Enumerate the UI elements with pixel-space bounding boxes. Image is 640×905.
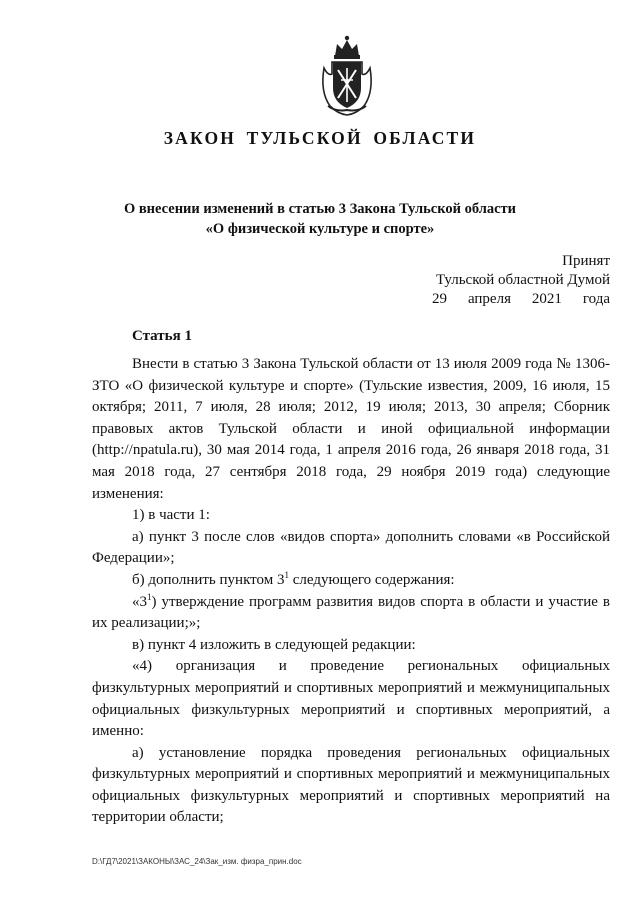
- item-1b-quote: «$3^1$) утверждение программ развития видов спорта в области и участие в их реализации;»;: [92, 591, 610, 632]
- point-4a-text: а) установление порядка проведения региональных официальных физкультурных мероприятий и спортивных мероприятий и межмуниципальных официальных физкультурных мероприятий и спортивных мероприятий на территории области;: [92, 744, 610, 826]
- point-4-text: «4) организация и проведение региональных официальных физкультурных мероприятий и спортивных мероприятий и межмуниципальных официальных физкультурных мероприятий и спортивных мероприятий, а именно:: [92, 658, 610, 740]
- law-subtitle: [0, 199, 640, 239]
- adoption-year-word: года: [582, 291, 610, 307]
- article-body: [92, 354, 610, 829]
- adoption-month: апреля: [467, 291, 511, 307]
- item-1a: а) пункт 3 после слов «видов спорта» дополнить словами «в Российской Федерации»;: [92, 528, 610, 567]
- item-1c: в) пункт 4 изложить в следующей редакции:: [132, 636, 416, 653]
- adoption-block: [432, 252, 610, 309]
- item-1b: б) дополнить пунктом $3^1$ следующего содержания:: [132, 569, 455, 588]
- adoption-line-1: Принят: [562, 253, 610, 269]
- adoption-line-2: Тульской областной Думой: [435, 272, 610, 288]
- adoption-date: [432, 290, 610, 309]
- subtitle-line-1: О внесении изменений в статью 3 Закона Тульской области: [123, 201, 517, 217]
- item-1: 1) в части 1:: [132, 507, 210, 524]
- subtitle-line-2: «О физической культуре и спорте»: [205, 221, 435, 237]
- adoption-year: 2021: [531, 291, 562, 307]
- file-path-footer: D:\ГД7\2021\ЗАКОНЫ\ЗАС_24\Зак_изм. физра_прин.doc: [92, 857, 302, 866]
- article-heading: Статья 1: [132, 328, 192, 344]
- law-title: ЗАКОН ТУЛЬСКОЙ ОБЛАСТИ: [163, 128, 477, 148]
- article-intro: Внести в статью 3 Закона Тульской области от 13 июля 2009 года № 1306-ЗТО «О физической культуре и спорте» (Тульские известия, 2009, 16 июля, 15 октября; 2011, 7 июля, 28 июля; 2012, 19 июля; 2013, 30 апреля; Сборник правовых актов Тульской области и иной официальной информации (http://npatula.ru), 30 мая 2014 года, 1 апреля 2016 года, 26 января 2018 года, 31 мая 2018 года, 27 сентября 2018 года, 29 ноября 2019 года) следующие изменения:: [92, 356, 610, 502]
- tula-coat-of-arms-icon: [316, 32, 378, 116]
- adoption-day: 29: [432, 291, 447, 307]
